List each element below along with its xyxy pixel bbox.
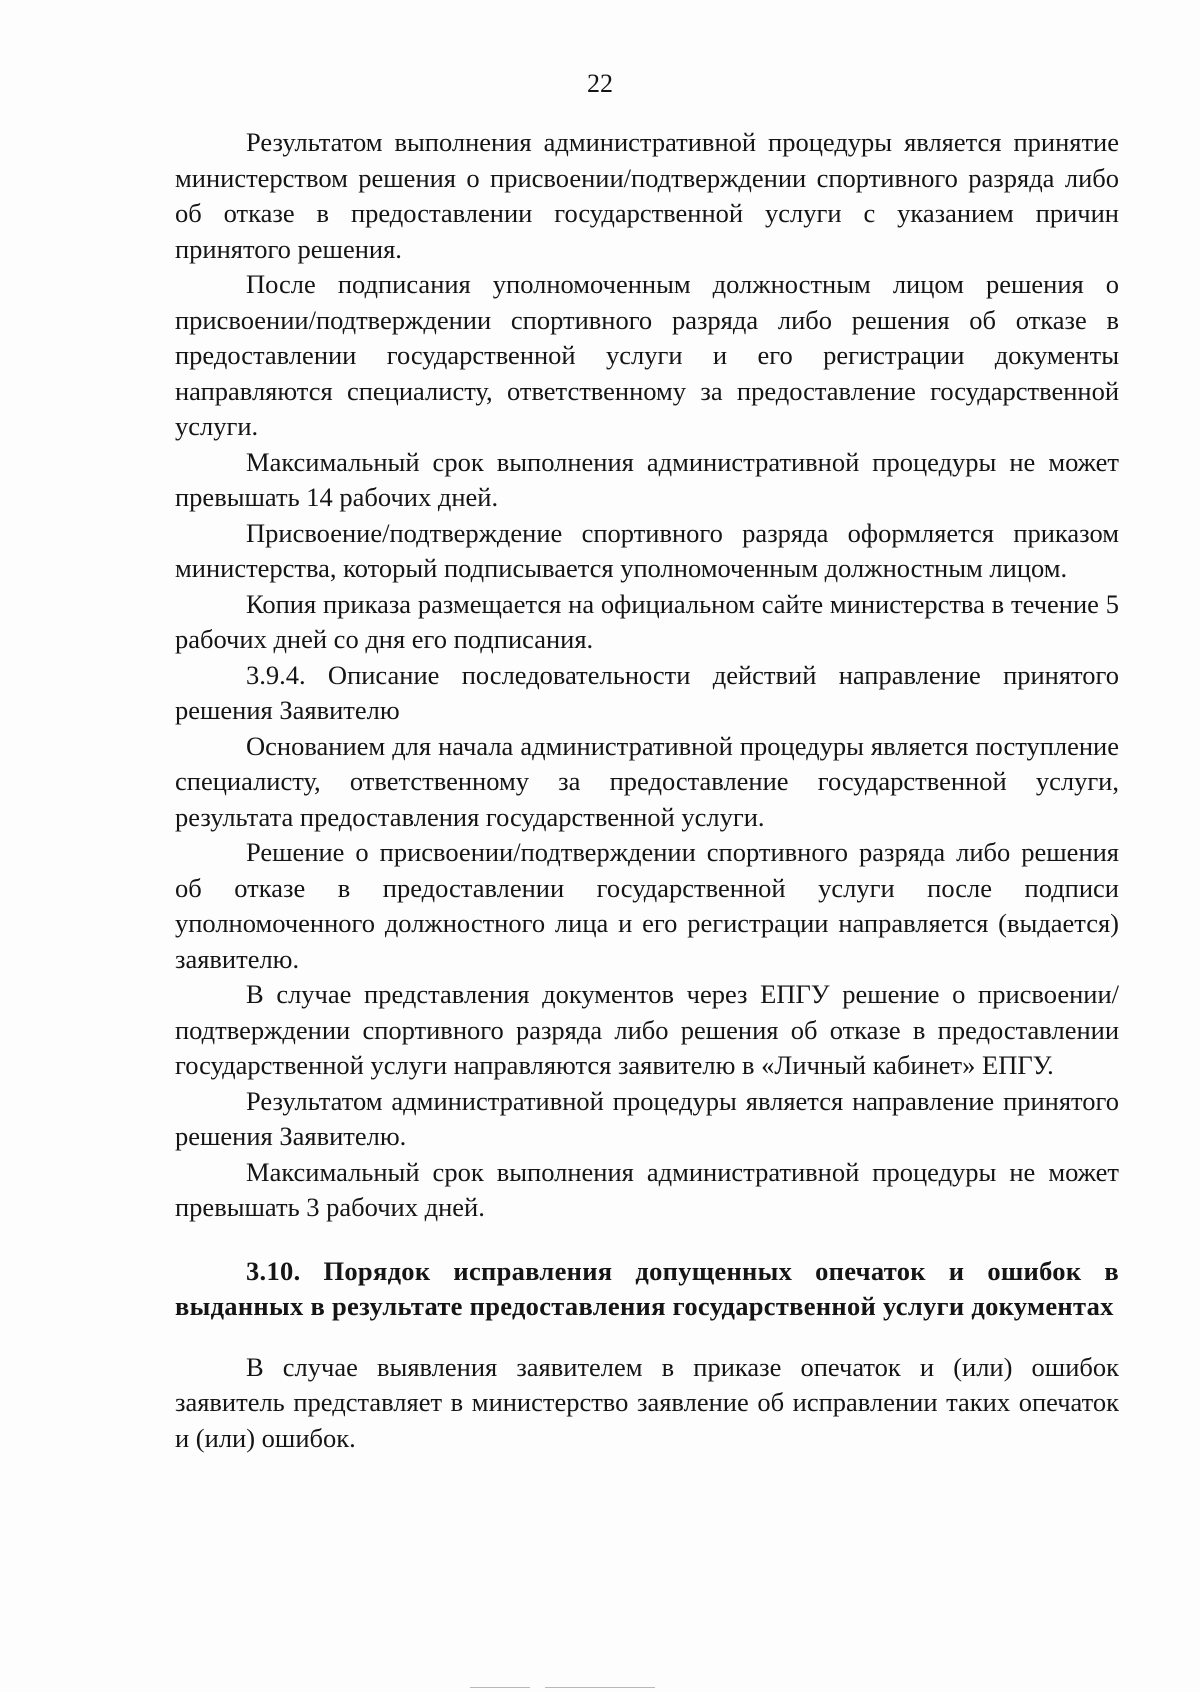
paragraph-order-copy-publication: Копия приказа размещается на официальном сайте министерства в течение 5 рабочих дней со дня его подписания. bbox=[175, 588, 1119, 654]
paragraph-procedure-basis: Основанием для начала административной процедуры является поступление специалисту, ответственному за предоставление государственной услуги, результата предоставления государственной услуги. bbox=[175, 730, 1119, 832]
paragraph-error-correction: В случае выявления заявителем в приказе опечаток и (или) ошибок заявитель представляет в министерство заявление об исправлении таких опечаток и (или) ошибок. bbox=[175, 1351, 1119, 1453]
paragraph-epgu-delivery: В случае представления документов через ЕПГУ решение о присвоении/подтверждении спортивного разряда либо решения об отказе в предоставлении государственной услуги направляются заявителю в «Личный кабинет» ЕПГУ. bbox=[175, 979, 1119, 1080]
paragraph-after-signing: После подписания уполномоченным должностным лицом решения о присвоении/подтверждении спортивного разряда либо решения об отказе в предоставлении государственной услуги и его регистрации документы направляются специалисту, ответственному за предоставление государственной услуги. bbox=[175, 269, 1119, 441]
paragraph-procedure-result: Результатом выполнения административной процедуры является принятие министерством решения о присвоении/подтверждении спортивного разряда либо об отказе в предоставлении государственной услуги с указанием причин принятого решения. bbox=[175, 127, 1119, 264]
paragraph-rank-order: Присвоение/подтверждение спортивного разряда оформляется приказом министерства, который подписывается уполномоченным должностным лицом. bbox=[175, 517, 1119, 583]
page-number: 22 bbox=[587, 69, 613, 98]
paragraph-subsection-3-9-4: 3.9.4. Описание последовательности действий направление принятого решения Заявителю bbox=[175, 659, 1119, 725]
section-heading-3-10: 3.10. Порядок исправления допущенных опечаток и ошибок в выданных в результате предоставления государственной услуги документах bbox=[175, 1255, 1119, 1321]
paragraph-max-term-14-days: Максимальный срок выполнения административной процедуры не может превышать 14 рабочих дней. bbox=[175, 446, 1119, 512]
scan-artifact-line bbox=[545, 1687, 655, 1688]
paragraph-max-term-3-days: Максимальный срок выполнения административной процедуры не может превышать 3 рабочих дней. bbox=[175, 1156, 1119, 1222]
paragraph-procedure-outcome: Результатом административной процедуры является направление принятого решения Заявителю. bbox=[175, 1085, 1119, 1151]
paragraph-decision-issuance: Решение о присвоении/подтверждении спортивного разряда либо решения об отказе в предоставлении государственной услуги после подписи уполномоченного должностного лица и его регистрации направляется (выдается) заявителю. bbox=[175, 837, 1119, 974]
document-body bbox=[175, 125, 1119, 1456]
scan-artifact-line bbox=[470, 1687, 530, 1688]
